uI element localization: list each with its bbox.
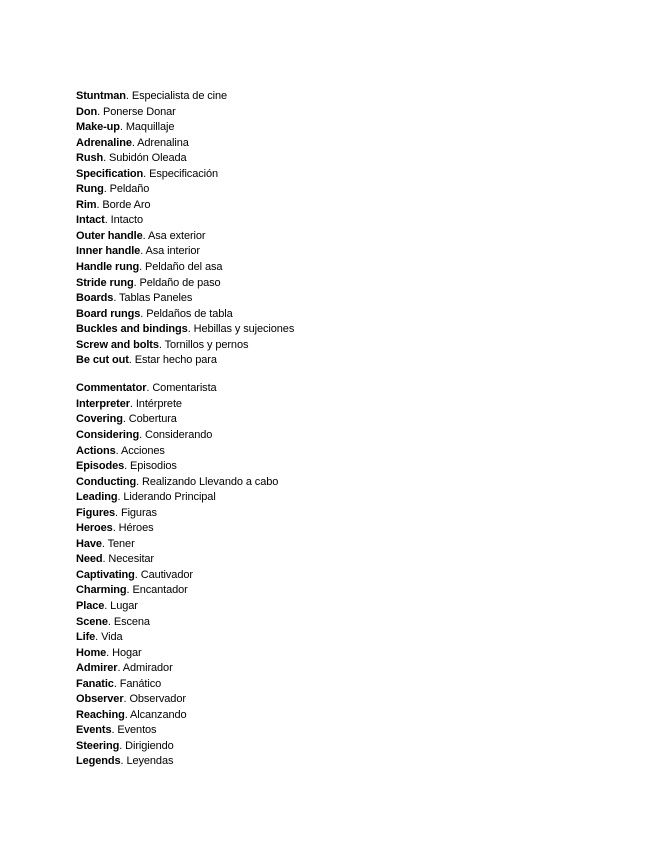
- vocabulary-entry: [76, 490, 636, 506]
- entry-separator: .: [106, 646, 113, 659]
- vocabulary-entry: [76, 646, 636, 662]
- entry-translation: Alcanzando: [130, 708, 187, 721]
- vocabulary-entry: [76, 182, 636, 198]
- vocabulary-entry: [76, 307, 636, 323]
- vocabulary-entry: [76, 322, 636, 338]
- entry-term: Buckles and bindings: [76, 323, 188, 336]
- vocabulary-entry: [76, 229, 636, 245]
- entry-separator: .: [113, 677, 120, 690]
- entry-term: Captivating: [76, 568, 135, 581]
- entry-translation: Encantador: [132, 584, 188, 597]
- entry-term: Actions: [76, 444, 116, 457]
- entry-separator: .: [125, 90, 132, 102]
- entry-term: Boards: [76, 292, 114, 305]
- entry-translation: Asa exterior: [147, 229, 206, 242]
- entry-translation: Lugar: [110, 600, 138, 612]
- vocabulary-entry: [76, 428, 636, 444]
- vocabulary-section: [76, 381, 636, 770]
- vocabulary-entry: [76, 583, 636, 599]
- section-spacer: [76, 369, 636, 382]
- entry-term: Screw and bolts: [76, 338, 159, 351]
- entry-separator: .: [104, 600, 111, 612]
- entry-separator: .: [134, 568, 141, 581]
- entry-term: Rung: [76, 183, 104, 196]
- entry-separator: .: [122, 413, 129, 426]
- entry-term: Home: [76, 646, 107, 659]
- entry-separator: .: [124, 708, 131, 721]
- entry-translation: Escena: [113, 615, 150, 628]
- entry-separator: .: [115, 506, 121, 519]
- vocabulary-entry: [76, 692, 636, 708]
- vocabulary-entry: [76, 521, 636, 537]
- entry-term: Interpreter: [76, 397, 130, 410]
- vocabulary-entry: [76, 615, 636, 631]
- entry-translation: Estar hecho para: [134, 354, 217, 367]
- entry-term: Covering: [76, 413, 123, 426]
- vocabulary-entry: [76, 353, 636, 369]
- vocabulary-entry: [76, 630, 636, 646]
- entry-separator: .: [133, 276, 140, 289]
- entry-term: Stuntman: [76, 90, 126, 102]
- entry-term: Fanatic: [76, 677, 114, 690]
- entry-translation: Tener: [107, 537, 135, 550]
- vocabulary-entry: [76, 276, 636, 292]
- entry-translation: Cobertura: [128, 413, 177, 426]
- entry-term: Adrenaline: [76, 136, 132, 149]
- entry-separator: .: [128, 354, 135, 367]
- vocabulary-entry: [76, 397, 636, 413]
- entry-translation: Acciones: [120, 444, 165, 457]
- entry-term: Place: [76, 600, 105, 612]
- entry-term: Rim: [76, 198, 97, 211]
- vocabulary-entry: [76, 661, 636, 677]
- entry-separator: .: [146, 382, 153, 395]
- vocabulary-entry: [76, 291, 636, 307]
- entry-translation: Cautivador: [140, 568, 193, 581]
- entry-translation: Necesitar: [108, 553, 154, 566]
- entry-translation: Admirador: [122, 662, 173, 675]
- vocabulary-entry: [76, 599, 636, 615]
- entry-term: Charming: [76, 584, 127, 597]
- entry-translation: Ponerse Donar: [103, 105, 176, 118]
- entry-separator: .: [131, 136, 138, 149]
- entry-separator: .: [103, 152, 110, 165]
- entry-translation: Especialista de cine: [131, 90, 228, 102]
- vocabulary-entry: [76, 552, 636, 568]
- vocabulary-entry: [76, 708, 636, 724]
- entry-separator: .: [120, 755, 127, 768]
- entry-term: Don: [76, 105, 98, 118]
- entry-separator: .: [115, 444, 121, 457]
- entry-term: Considering: [76, 428, 140, 441]
- entry-translation: Intérprete: [135, 397, 182, 410]
- vocabulary-entry: [76, 754, 636, 770]
- entry-term: Conducting: [76, 475, 137, 488]
- entry-translation: Borde Aro: [102, 198, 151, 211]
- entry-term: Steering: [76, 739, 120, 752]
- vocabulary-entry: [76, 475, 636, 491]
- entry-term: Figures: [76, 506, 116, 519]
- vocabulary-entry: [76, 338, 636, 354]
- entry-term: Commentator: [76, 382, 147, 395]
- entry-term: Be cut out: [76, 354, 129, 367]
- entry-translation: Hogar: [112, 646, 142, 659]
- entry-translation: Fanático: [119, 677, 162, 690]
- entry-separator: .: [129, 397, 136, 410]
- entry-translation: Observador: [129, 693, 186, 706]
- entry-separator: .: [139, 261, 145, 274]
- entry-separator: .: [126, 584, 133, 597]
- entry-translation: Maquillaje: [125, 121, 175, 134]
- entry-separator: .: [97, 105, 104, 118]
- entry-separator: .: [123, 693, 130, 706]
- entry-translation: Subidón Oleada: [109, 152, 187, 165]
- vocabulary-list: [76, 89, 636, 770]
- entry-separator: .: [101, 537, 108, 550]
- entry-translation: Vida: [101, 631, 123, 644]
- entry-separator: .: [111, 724, 118, 737]
- entry-translation: Liderando Principal: [123, 491, 216, 504]
- entry-term: Life: [76, 631, 96, 644]
- entry-separator: .: [104, 214, 111, 227]
- entry-separator: .: [119, 121, 126, 134]
- vocabulary-entry: [76, 244, 636, 260]
- entry-term: Admirer: [76, 662, 118, 675]
- entry-translation: Tablas Paneles: [119, 292, 193, 305]
- entry-term: Episodes: [76, 460, 125, 473]
- entry-translation: Leyendas: [126, 755, 174, 768]
- entry-separator: .: [124, 460, 131, 473]
- vocabulary-entry: [76, 381, 636, 397]
- entry-separator: .: [96, 198, 103, 211]
- entry-translation: Figuras: [120, 506, 157, 519]
- vocabulary-entry: [76, 459, 636, 475]
- entry-separator: .: [107, 615, 114, 628]
- entry-translation: Eventos: [117, 724, 157, 737]
- entry-translation: Realizando Llevando a cabo: [142, 475, 279, 488]
- entry-term: Outer handle: [76, 229, 143, 242]
- entry-translation: Comentarista: [152, 382, 217, 395]
- vocabulary-entry: [76, 568, 636, 584]
- entry-term: Stride rung: [76, 276, 134, 289]
- vocabulary-entry: [76, 506, 636, 522]
- vocabulary-entry: [76, 89, 636, 105]
- entry-term: Intact: [76, 214, 105, 227]
- vocabulary-entry: [76, 537, 636, 553]
- entry-term: Scene: [76, 615, 108, 628]
- entry-separator: .: [112, 522, 119, 535]
- entry-translation: Peldaño del asa: [145, 261, 223, 274]
- entry-separator: .: [140, 245, 146, 258]
- entry-separator: .: [117, 491, 124, 504]
- entry-translation: Adrenalina: [137, 136, 189, 149]
- entry-separator: .: [187, 323, 194, 336]
- entry-term: Rush: [76, 152, 104, 165]
- entry-translation: Héroes: [118, 522, 154, 535]
- entry-separator: .: [140, 307, 147, 320]
- entry-separator: .: [143, 167, 150, 180]
- entry-translation: Episodios: [130, 460, 177, 473]
- entry-translation: Peldaño de paso: [139, 276, 221, 289]
- vocabulary-entry: [76, 213, 636, 229]
- entry-translation: Especificación: [149, 167, 219, 180]
- entry-translation: Peldaños de tabla: [146, 307, 233, 320]
- entry-translation: Considerando: [145, 428, 213, 441]
- entry-term: Make-up: [76, 121, 120, 134]
- entry-term: Observer: [76, 693, 124, 706]
- vocabulary-entry: [76, 120, 636, 136]
- entry-separator: .: [142, 229, 148, 242]
- entry-term: Specification: [76, 167, 144, 180]
- vocabulary-entry: [76, 677, 636, 693]
- vocabulary-entry: [76, 198, 636, 214]
- entry-term: Have: [76, 537, 102, 550]
- entry-separator: .: [139, 428, 145, 441]
- entry-separator: .: [117, 662, 123, 675]
- entry-translation: Dirigiendo: [125, 739, 174, 752]
- vocabulary-entry: [76, 151, 636, 167]
- document-page: [76, 89, 636, 770]
- entry-term: Reaching: [76, 708, 125, 721]
- entry-term: Events: [76, 724, 112, 737]
- entry-separator: .: [158, 338, 165, 351]
- entry-separator: .: [119, 739, 126, 752]
- entry-translation: Hebillas y sujeciones: [193, 323, 295, 336]
- entry-term: Board rungs: [76, 307, 141, 320]
- entry-term: Heroes: [76, 522, 113, 535]
- entry-separator: .: [136, 475, 143, 488]
- vocabulary-entry: [76, 260, 636, 276]
- vocabulary-section: [76, 89, 636, 369]
- vocabulary-entry: [76, 444, 636, 460]
- entry-separator: .: [102, 553, 109, 566]
- entry-translation: Tornillos y pernos: [164, 338, 249, 351]
- entry-term: Leading: [76, 491, 118, 504]
- entry-translation: Peldaño: [109, 183, 150, 196]
- entry-term: Legends: [76, 755, 121, 768]
- entry-term: Handle rung: [76, 261, 140, 274]
- entry-term: Need: [76, 553, 103, 566]
- vocabulary-entry: [76, 739, 636, 755]
- vocabulary-entry: [76, 723, 636, 739]
- entry-separator: .: [103, 183, 110, 196]
- vocabulary-entry: [76, 136, 636, 152]
- vocabulary-entry: [76, 105, 636, 121]
- entry-separator: .: [113, 292, 120, 305]
- entry-term: Inner handle: [76, 245, 141, 258]
- entry-translation: Intacto: [110, 214, 143, 227]
- entry-translation: Asa interior: [145, 245, 200, 258]
- vocabulary-entry: [76, 412, 636, 428]
- vocabulary-entry: [76, 167, 636, 183]
- entry-separator: .: [95, 631, 102, 644]
